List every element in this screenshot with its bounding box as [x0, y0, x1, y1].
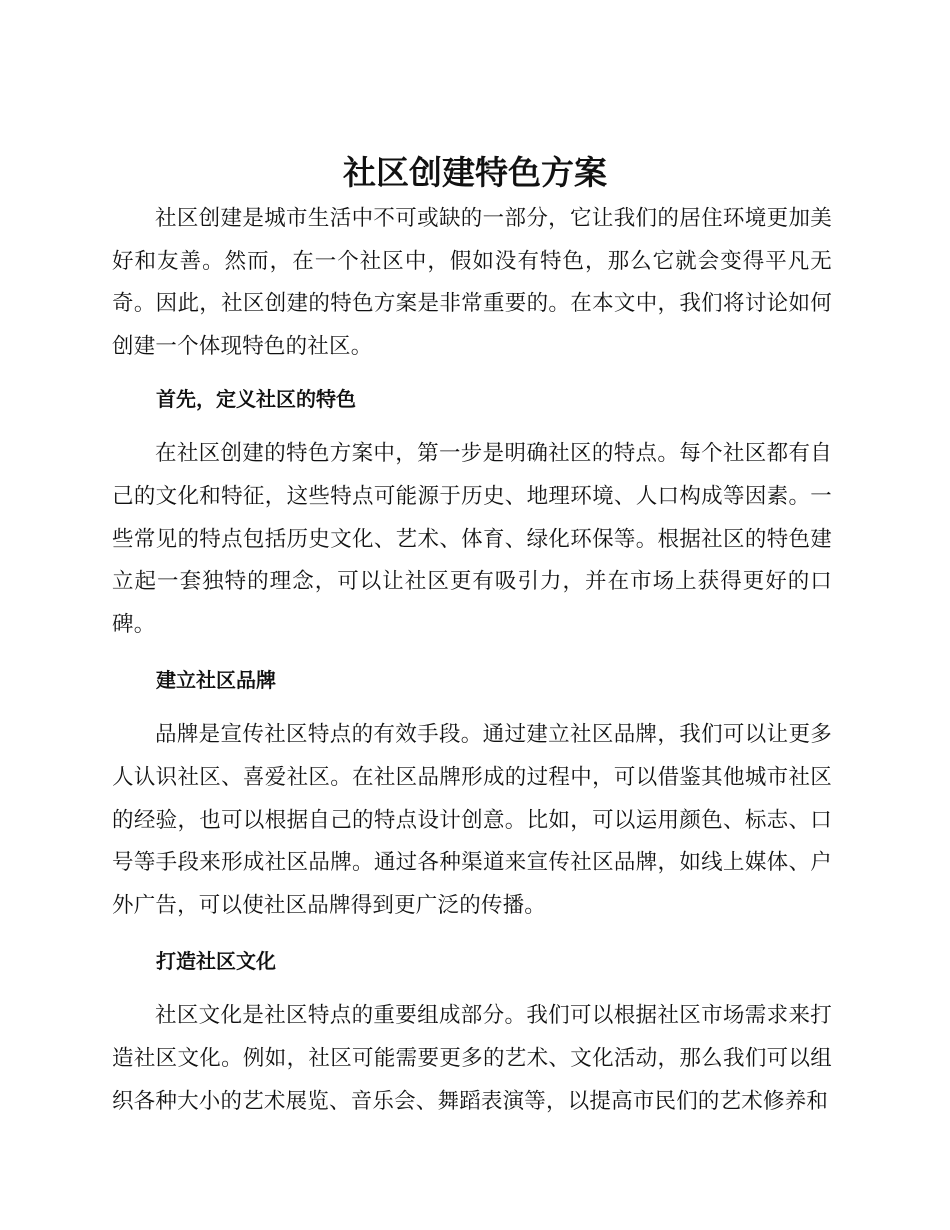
section-heading-culture: 打造社区文化 — [156, 949, 276, 974]
document-title: 社区创建特色方案 — [343, 153, 607, 192]
section-paragraph-define-features: 在社区创建的特色方案中，第一步是明确社区的特点。每个社区都有自己的文化和特征，这些特点可能源于历史、地理环境、人口构成等因素。一些常见的特点包括历史文化、艺术、体育、绿化环保等。根据社区的特色建立起一套独特的理念，可以让社区更有吸引力，并在市场上获得更好的口碑。 — [112, 441, 832, 637]
document-body — [112, 198, 832, 1123]
section-paragraph-brand: 品牌是宣传社区特点的有效手段。通过建立社区品牌，我们可以让更多人认识社区、喜爱社区。在社区品牌形成的过程中，可以借鉴其他城市社区的经验，也可以根据自己的特点设计创意。比如，可以运用颜色、标志、口号等手段来形成社区品牌。通过各种渠道来宣传社区品牌，如线上媒体、户外广告，可以使社区品牌得到更广泛的传播。 — [112, 722, 832, 918]
section-heading-define-features: 首先，定义社区的特色 — [156, 387, 356, 412]
section-paragraph-culture: 社区文化是社区特点的重要组成部分。我们可以根据社区市场需求来打造社区文化。例如，社区可能需要更多的艺术、文化活动，那么我们可以组织各种大小的艺术展览、音乐会、舞蹈表演等，以提高市民们的艺术修养和 — [112, 1003, 832, 1114]
section-heading-brand: 建立社区品牌 — [156, 668, 276, 693]
intro-paragraph: 社区创建是城市生活中不可或缺的一部分，它让我们的居住环境更加美好和友善。然而，在一个社区中，假如没有特色，那么它就会变得平凡无奇。因此，社区创建的特色方案是非常重要的。在本文中，我们将讨论如何创建一个体现特色的社区。 — [112, 206, 832, 359]
